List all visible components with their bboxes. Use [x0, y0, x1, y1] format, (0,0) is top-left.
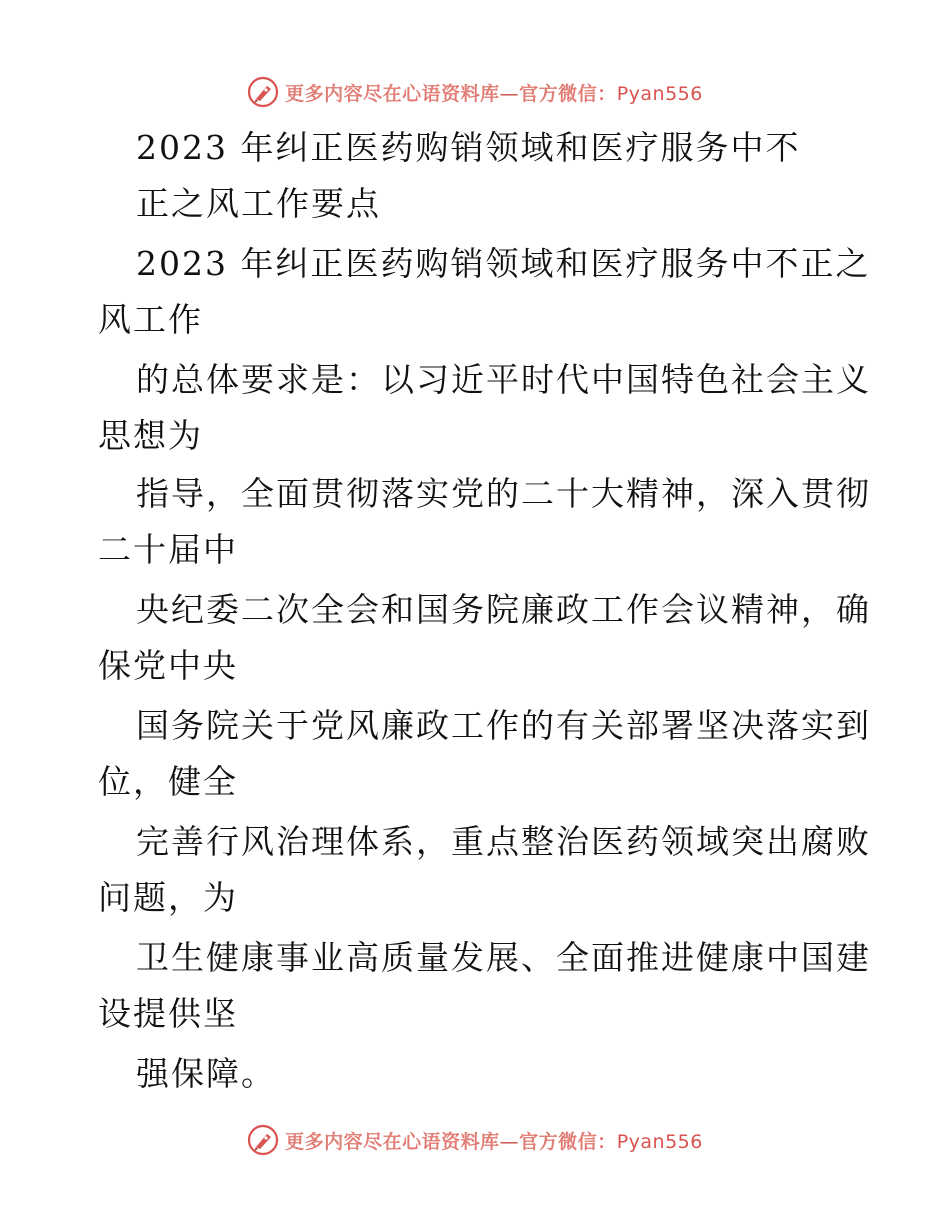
paragraph-line: 位，健全 — [98, 762, 238, 801]
watermark-separator: — — [499, 82, 520, 105]
paragraph-line: 思想为 — [98, 416, 203, 455]
pen-nib-logo-icon — [247, 1124, 279, 1156]
document-title-line-2: 正之风工作要点 — [136, 184, 381, 223]
watermark-label: 官方微信： — [519, 1130, 617, 1153]
watermark-footer — [0, 1120, 950, 1160]
paragraph-line: 央纪委二次全会和国务院廉政工作会议精神，确 — [136, 590, 871, 629]
paragraph-line: 保党中央 — [98, 646, 238, 685]
paragraph-line: 设提供坚 — [98, 994, 238, 1033]
watermark-label: 官方微信： — [519, 82, 617, 105]
watermark-account: Pyan556 — [616, 82, 703, 105]
watermark-text — [285, 79, 703, 106]
paragraph-line: 国务院关于党风廉政工作的有关部署坚决落实到 — [136, 706, 871, 745]
watermark-text-cn: 更多内容尽在心语资料库 — [285, 82, 500, 105]
watermark-header — [0, 72, 950, 112]
paragraph-line: 强保障。 — [136, 1054, 276, 1093]
watermark-account: Pyan556 — [616, 1130, 703, 1153]
watermark-text-cn: 更多内容尽在心语资料库 — [285, 1130, 500, 1153]
paragraph-line: 完善行风治理体系，重点整治医药领域突出腐败 — [136, 822, 871, 861]
paragraph-line: 二十届中 — [98, 530, 238, 569]
document-title-line-1: 2023 年纠正医药购销领域和医疗服务中不 — [136, 128, 801, 167]
paragraph-line: 问题，为 — [98, 878, 238, 917]
paragraph-line: 卫生健康事业高质量发展、全面推进健康中国建 — [136, 938, 871, 977]
watermark-text — [285, 1127, 703, 1154]
paragraph-line: 的总体要求是：以习近平时代中国特色社会主义 — [136, 360, 871, 399]
watermark-separator: — — [499, 1130, 520, 1153]
paragraph-line: 2023 年纠正医药购销领域和医疗服务中不正之 — [136, 244, 871, 283]
paragraph-line: 风工作 — [98, 300, 203, 339]
paragraph-line: 指导，全面贯彻落实党的二十大精神，深入贯彻 — [136, 474, 871, 513]
pen-nib-logo-icon — [247, 76, 279, 108]
